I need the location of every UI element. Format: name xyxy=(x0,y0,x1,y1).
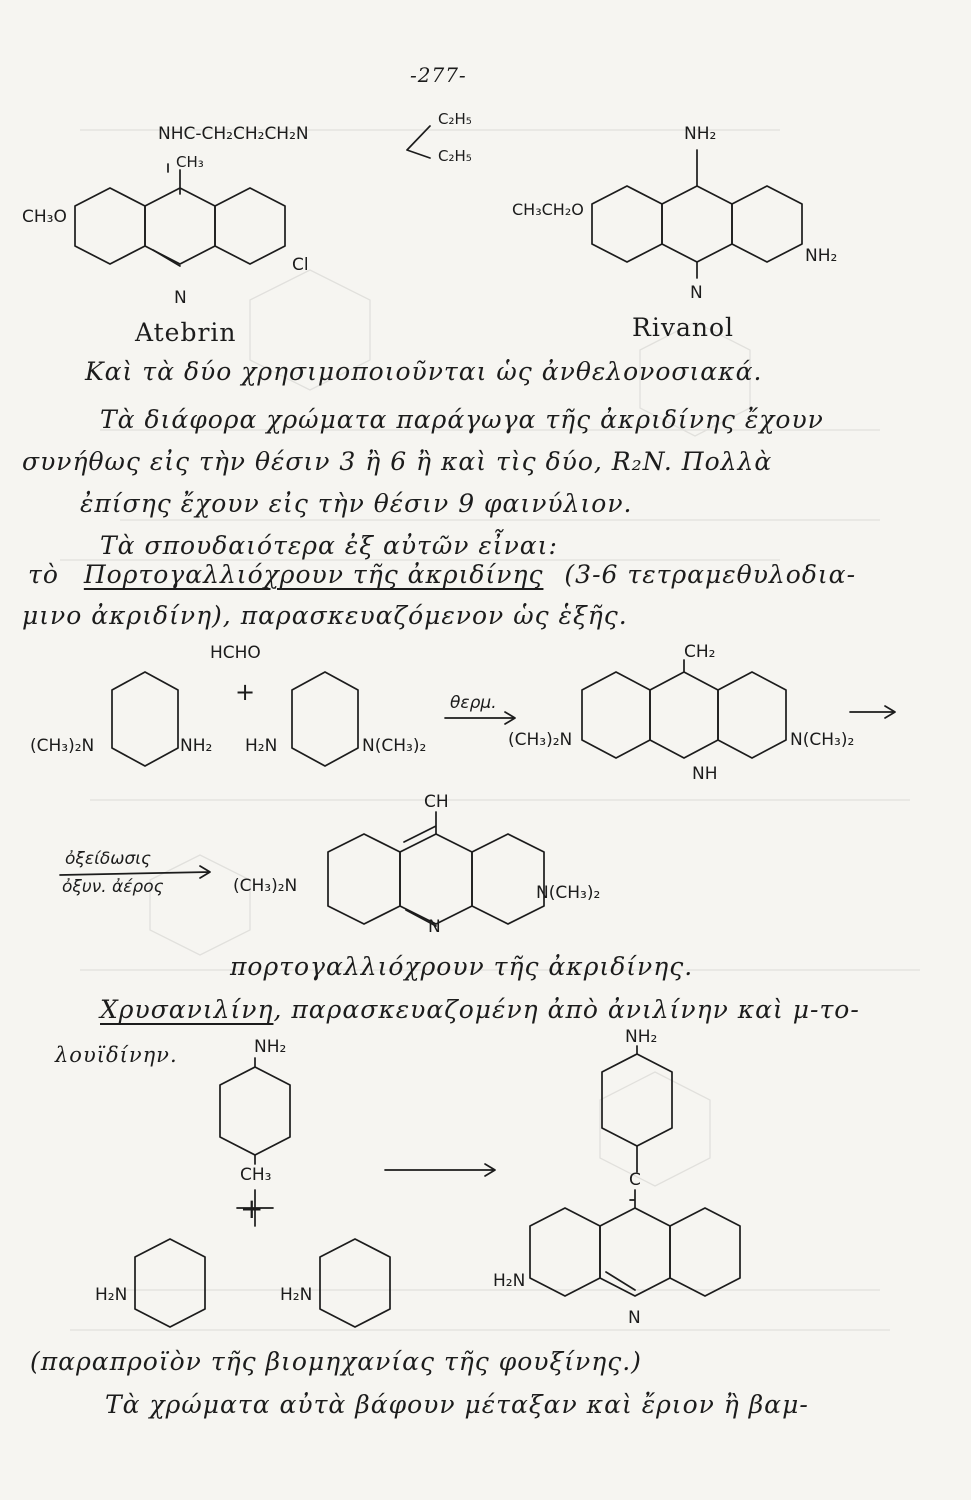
reaction2-product-n: N xyxy=(428,917,441,937)
reaction1-formaldehyde: HCHO xyxy=(210,643,261,663)
reaction1-condition: θερμ. xyxy=(450,693,497,713)
reaction1-reactant-left-nh2: NH₂ xyxy=(180,736,213,756)
reaction3-aniline2-nh2: H₂N xyxy=(280,1285,313,1305)
rivanol-amino-top: NH₂ xyxy=(684,124,717,144)
text-line-5: Τὰ σπουδαιότερα ἐξ αὐτῶν εἶναι: xyxy=(100,531,558,560)
reaction2-condition-top: ὀξείδωσις xyxy=(65,849,151,869)
reaction3-reactants xyxy=(135,1058,495,1327)
reaction1-product-nh: NH xyxy=(692,764,718,784)
atebrin-ethyl-top: C₂H₅ xyxy=(438,110,472,128)
text-line-8 xyxy=(100,995,860,1024)
rivanol-amino-right: NH₂ xyxy=(805,246,838,266)
reaction1-plus: + xyxy=(235,678,256,706)
text-line-7: μινο ἀκριδίνη), παρασκευαζόμενον ὡς ἑξῆς. xyxy=(22,601,628,630)
reaction1-product-left-amine: (CH₃)₂N xyxy=(508,730,573,750)
page-number: -277- xyxy=(410,63,467,87)
reaction3-product-c: C xyxy=(629,1170,641,1190)
reaction3-product-nh2: NH₂ xyxy=(625,1027,658,1047)
line6-prefix: τὸ xyxy=(28,560,59,589)
reaction3-aniline1-nh2: H₂N xyxy=(95,1285,128,1305)
reaction2-product-left-amine: (CH₃)₂N xyxy=(233,876,298,896)
text-line-4: ἐπίσης ἔχουν εἰς τὴν θέσιν 9 φαινύλιον. xyxy=(80,489,633,518)
rivanol-ring-nitrogen: N xyxy=(690,283,703,303)
reaction2-product-name: πορτογαλλιόχρουν τῆς ἀκριδίνης. xyxy=(230,952,694,981)
atebrin-ring-nitrogen: N xyxy=(174,288,187,308)
rivanol-ethoxy: CH₃CH₂O xyxy=(512,200,584,219)
reaction1-product-right-amine: N(CH₃)₂ xyxy=(790,730,855,750)
reaction1-reactant-left-amine: (CH₃)₂N xyxy=(30,736,95,756)
atebrin-ethyl-bottom: C₂H₅ xyxy=(438,147,472,165)
atebrin-name: Atebrin xyxy=(135,318,237,347)
reaction3-toluidine-nh2: NH₂ xyxy=(254,1037,287,1057)
atebrin-chloro: Cl xyxy=(292,255,309,275)
reaction1-product-ch2: CH₂ xyxy=(684,642,716,662)
line6-term-acridine-orange: Πορτογαλλιόχρουν τῆς ἀκριδίνης xyxy=(83,560,544,589)
reaction2-product-ch: CH xyxy=(424,792,449,812)
reaction1-reactant-right-nh2: H₂N xyxy=(245,736,278,756)
rivanol-structure xyxy=(592,150,802,278)
text-line-3: συνήθως εἰς τὴν θέσιν 3 ἢ 6 ἢ καὶ τὶς δύο, R₂N. Πολλὰ xyxy=(22,447,773,476)
text-line-9: λουϊδίνην. xyxy=(55,1043,178,1067)
reaction2-product-right-amine: N(CH₃)₂ xyxy=(536,883,601,903)
reaction1-reactants xyxy=(112,672,515,766)
line8-term-chrysaniline: Χρυσανιλίνη xyxy=(100,995,274,1024)
reaction3-plus: + xyxy=(240,1192,264,1225)
text-line-6 xyxy=(28,560,856,589)
reaction3-product-n: N xyxy=(628,1308,641,1328)
atebrin-methyl: CH₃ xyxy=(176,153,204,171)
atebrin-structure xyxy=(75,126,430,266)
text-line-10: (παραπροϊὸν τῆς βιομηχανίας τῆς φουξίνης.) xyxy=(30,1347,642,1376)
atebrin-methoxy: CH₃O xyxy=(22,207,67,227)
line6-rest: (3-6 τετραμεθυλοδια- xyxy=(564,560,857,589)
reaction2-arrow-and-product xyxy=(60,812,544,926)
text-line-1: Καὶ τὰ δύο χρησιμοποιοῦνται ὡς ἀνθελονοσιακά. xyxy=(85,357,763,386)
reaction3-toluidine-ch3: CH₃ xyxy=(240,1165,272,1185)
rivanol-name: Rivanol xyxy=(632,313,734,342)
text-line-2: Τὰ διάφορα χρώματα παράγωγα τῆς ἀκριδίνης ἔχουν xyxy=(100,405,824,434)
text-line-11: Τὰ χρώματα αὐτὰ βάφουν μέταξαν καὶ ἔριον ἢ βαμ- xyxy=(105,1390,809,1419)
line8-rest: , παρασκευαζομένη ἀπὸ ἀνιλίνην καὶ μ-το- xyxy=(273,995,860,1024)
reaction1-reactant-right-amine: N(CH₃)₂ xyxy=(362,736,427,756)
reaction2-condition-bottom: ὀξυν. ἀέρος xyxy=(62,877,164,897)
reaction3-product-amine: H₂N xyxy=(493,1271,526,1291)
atebrin-side-chain: NHC-CH₂CH₂CH₂N xyxy=(158,124,309,144)
